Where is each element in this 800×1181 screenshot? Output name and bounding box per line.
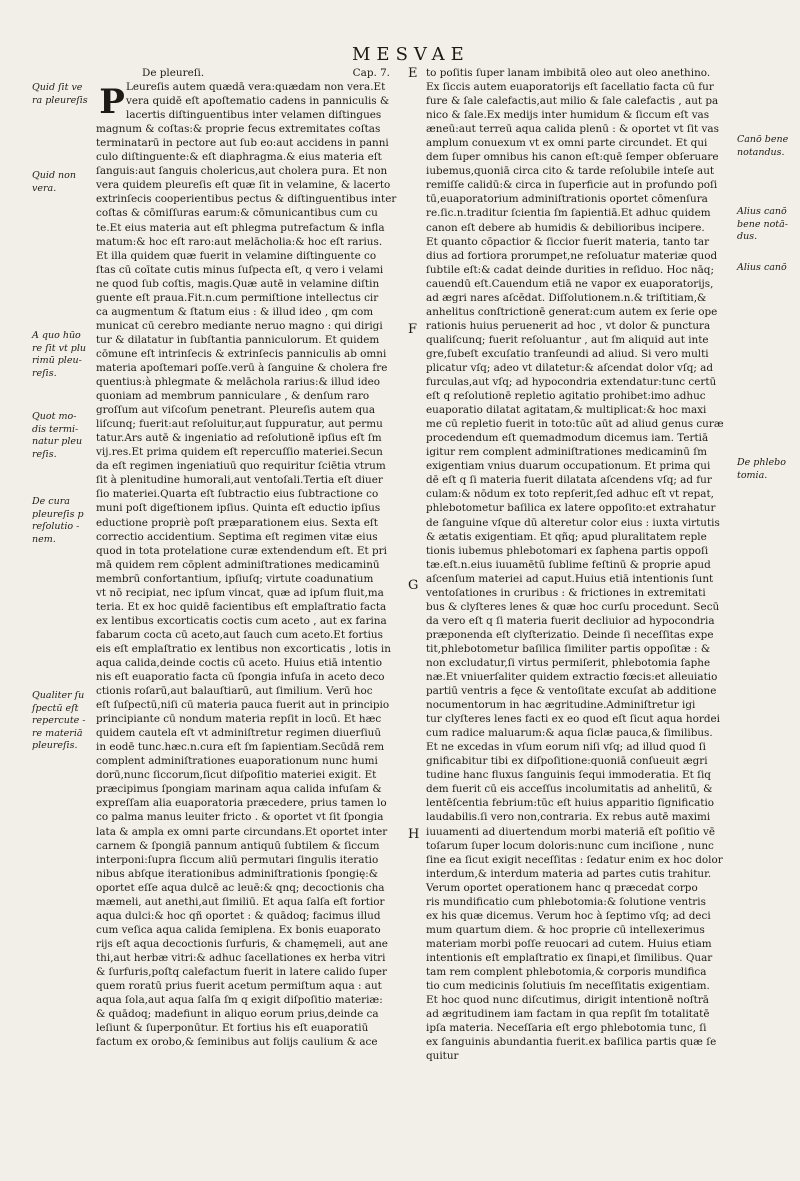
text-line: Leureſis autem quædā vera:quædam non vera.Et — [126, 81, 386, 94]
text-line: Et ne excedas in vſum eorum niſi vſq; ad illud quod ſi — [426, 741, 706, 754]
text-line: exigentiam vnius duarum occupationum. Et prima qui — [426, 460, 711, 473]
text-line: tæ.eſt.n.eius iuuamētū ſublime feſtinū & proprie apud — [426, 558, 711, 571]
text-line: ad ægritudinem iam factam in qua repſit ſm totalitatē — [426, 1008, 710, 1021]
text-line: ex lentibus excorticatis coctis cum aceto , aut ex farina — [96, 614, 387, 627]
text-line: tio cum medicinis ſolutiuis ſm neceſſitatis exigentiam. — [426, 980, 710, 993]
text-line: magnum & coſtas:& proprie fecus extremitates coſtas — [96, 123, 381, 136]
text-line: næ.Et vniuerſaliter quidem extractio fœcis:et alleuiatio — [426, 671, 718, 684]
text-line: tam rem complent phlebotomia,& corporis mundifica — [426, 966, 707, 978]
text-line: tit,phlebotometur baſilica ſimiliter partis oppoſitæ : & — [426, 642, 711, 655]
text-line: ſit à plenitudine humorali,aut ventoſali.Tertia eſt diuer — [96, 474, 383, 487]
right-column — [426, 66, 736, 1063]
text-line: nocumentorum in hac ægritudine.Adminiſtretur igi — [426, 699, 696, 712]
margin-note: De phlebo tomia. — [737, 457, 786, 481]
text-line: tur & dilatatur in ſubſtantia panniculorum. Et quidem — [96, 333, 380, 346]
text-line: terminatarū in pectore aut ſub eo:aut accidens in panni — [96, 137, 389, 150]
text-line: dorū,nunc ſiccorum,ſicut diſpoſitio materiei exigit. Et — [96, 769, 377, 782]
text-line: remiſſe calidū:& circa in ſuperficie aut in profundo poſi — [426, 179, 718, 192]
text-line: fure & ſale calefactis,aut milio & ſale calefactis , aut pa — [426, 95, 719, 108]
text-line: vij.res.Et prima quidem eſt repercuſſio materiei.Secun — [96, 446, 383, 459]
text-line: lentēſcentia febrium:tūc eſt huius apparitio ſignificatio — [426, 797, 715, 810]
text-line: præcipimus ſpongiam marinam aqua calida infuſam & — [96, 783, 382, 796]
margin-note: Alius canō — [737, 262, 787, 273]
text-line: quoniam ad membrum panniculare , & denſum raro — [96, 390, 370, 403]
text-line: ad ægri nares aſcēdat. Diſſolutionem.n.& triſtitiam,& — [426, 291, 707, 304]
text-line: liſcunq; fuerit:aut reſoluitur,aut ſuppuratur, aut permu — [96, 418, 383, 431]
text-line: vera quidem pleureſis eſt quæ ſit in velamine, & lacerto — [96, 179, 391, 192]
text-line: ventoſationes in cruribus : & frictiones in extremitati — [426, 586, 706, 599]
text-line: lacertis diſtinguentibus inter velamen diſtingues — [126, 109, 382, 122]
text-line: plicatur vſq; adeo vt dilatetur:& aſcendat dolor vſq; ad — [426, 361, 714, 374]
text-line: te.Et eius materia aut eſt phlegma putrefactum & infla — [96, 221, 385, 234]
text-line: ctionis roſarū,aut balauſtiarū, aut ſimilium. Verū hoc — [96, 685, 373, 698]
text-line: ipſa materia. Neceſſaria eſt ergo phlebotomia tunc, ſi — [426, 1022, 707, 1035]
text-line: ex his quæ dicemus. Verum hoc à ſeptimo vſq; ad deci — [426, 909, 711, 922]
text-line: mæmeli, aut anethi,aut ſimiliū. Et aqua ſalſa eſt fortior — [96, 895, 385, 908]
text-line: materiam morbi poſſe reuocari ad cutem. Huius etiam — [426, 937, 712, 950]
text-line: Et quanto cōpactior & ſiccior fuerit materia, tanto tar — [426, 235, 710, 248]
text-line: partiū ventris a fęce & ventoſitate excuſat ab additione — [426, 685, 717, 698]
text-line: dē eſt q ſi materia fuerit dilatata aſcendens vſq; ad fur — [426, 474, 712, 487]
text-line: principiante cū nondum materia repſit in locū. Et hæc — [96, 713, 382, 726]
text-line: re.ſic.n.traditur ſcientia ſm ſapientiā.Et adhuc quidem — [426, 207, 711, 220]
text-line: quod in tota protelatione curæ extendendum eſt. Et pri — [96, 544, 387, 557]
text-line: eductione propriè poſt præparationem eius. Sexta eſt — [96, 516, 378, 529]
chapter-title: De pleureſi. — [142, 67, 205, 79]
text-line: vera quidē eſt apoſtematio cadens in panniculis & — [126, 95, 390, 108]
margin-note: Alius canō bene notā- dus. — [737, 206, 788, 243]
text-line: dius ad fortiora prorumpet,ne reſoluatur materiæ quod — [426, 249, 718, 262]
text-line: tur clyſteres lenes facti ex eo quod eſt ſicut aqua hordei — [426, 713, 720, 726]
text-line: gre,ſubeſt excuſatio tranſeundi ad aliud. Si vero multi — [426, 347, 709, 360]
text-line: aqua calida,deinde coctis cū aceto. Huius etiā intentio — [96, 656, 382, 669]
text-line: coſtas & cōmiſſuras earum:& cōmunicantibus cum cu — [96, 207, 378, 220]
text-line: amplum conuexum vt ex omni parte circundet. Et qui — [426, 137, 708, 150]
margin-note: Quid non vera. — [32, 170, 77, 194]
text-line: groſſum aut viſcoſum penetrant. Pleureſis autem qua — [96, 404, 376, 417]
text-line: quem roratū prius fuerit acetum permiſtum aqua : aut — [96, 980, 382, 993]
text-line: to poſitis ſuper lanam imbibitā oleo aut oleo anethino. — [426, 67, 711, 79]
text-line: municat cū cerebro mediante neruo magno : qui dirigi — [96, 319, 383, 332]
text-line: tionis iubemus phlebotomari ex ſaphena partis oppoſi — [426, 544, 709, 557]
text-line: carnem & ſpongiā pannum antiquū ſubtilem & ſiccum — [96, 839, 380, 852]
text-line: præponenda eſt clyſterizatio. Deinde ſi neceſſitas expe — [426, 628, 714, 641]
text-line: eis eſt emplaſtratio ex lentibus non excorticatis , lotis in — [96, 642, 391, 655]
text-line: da vero eſt q ſi materia fuerit decliuior ad hypocondria — [426, 614, 715, 627]
text-line: & quādoq; madefiunt in aliquo eorum prius,deinde ca — [96, 1008, 379, 1021]
text-line: nibus abſque iterationibus adminiſtrationis ſpongię:& — [96, 867, 378, 880]
margin-note: De cura pleureſis p reſolutio - nem. — [32, 496, 84, 545]
text-line: qualiſcunq; fuerit reſoluantur , aut ſm aliquid aut inte — [426, 333, 709, 346]
text-line: æneū:aut terreū aqua calida plenū : & oportet vt ſit vas — [426, 123, 719, 136]
text-line: laudabilis.ſi vero non,contraria. Ex rebus autē maximi — [426, 811, 711, 824]
text-line: leſiunt & ſuperponūtur. Et fortius his eſt euaporatiū — [96, 1022, 369, 1035]
text-line: aqua dulci:& hoc qñ oportet : & quādoq; facimus illud — [96, 909, 381, 922]
section-letter: F — [408, 322, 418, 337]
text-line: eſt ſuſpectū,niſi cū materia pauca fuerit aut in principio — [96, 699, 390, 712]
text-line: fabarum cocta cū aceto,aut ſauch cum aceto.Et fortius — [96, 628, 383, 641]
text-line: gnificabitur tibi ex diſpoſitione:quoniā conſueuit ægri — [426, 755, 708, 768]
text-line: cum veſica aqua calida ſemiplena. Ex bonis euaporato — [96, 923, 381, 936]
text-line: furculas,aut vſq; ad hypocondria extendatur:tunc certū — [426, 376, 717, 389]
text-line: Et illa quidem quæ fuerit in velamine diſtinguente co — [96, 249, 377, 262]
text-line: ſio materiei.Quarta eſt ſubtractio eius ſubtractione co — [96, 488, 379, 501]
left-column-text — [96, 80, 404, 1049]
right-column-text — [426, 66, 736, 1063]
text-line: toſarum ſuper locum doloris:nunc cum inciſione , nunc — [426, 839, 714, 852]
text-line: ris mundificatio cum phlebotomia:& ſolutione ventris — [426, 895, 706, 908]
text-line: ſine ea ſicut exigit neceſſitas : ſedatur enim ex hoc dolor — [426, 853, 723, 866]
text-line: dem fuerit cū eis acceſſus incolumitatis ad anhelitū, & — [426, 783, 713, 796]
text-line: bus & clyſteres lenes & quæ hoc curſu procedunt. Secū — [426, 600, 720, 613]
text-line: nis eſt euaporatio facta cū ſpongia infuſa in aceto deco — [96, 671, 385, 684]
text-line: nico & ſale.Ex medijs inter humidum & ſiccum eſt vas — [426, 109, 710, 122]
text-line: rationis huius peruenerit ad hoc , vt dolor & punctura — [426, 319, 711, 332]
margin-note: Qualiter ſu ſpectū eſt repercute - re materiā pleureſis. — [32, 690, 86, 752]
text-line: intentionis eſt emplaſtratio ex ſinapi,et ſimilibus. Quar — [426, 951, 713, 964]
left-column — [96, 66, 404, 1049]
text-line: tū,euaporatorium adminiſtrationis oportet cōmenſura — [426, 193, 708, 206]
text-line: eſt q reſolutionē repletio agitatio prohibet:imo adhuc — [426, 390, 706, 403]
text-line: culam:& nōdum ex toto repſerit,ſed adhuc eſt vt repat, — [426, 488, 714, 501]
text-line: dem ſuper omnibus his canon eſt:quē ſemper obſeruare — [426, 151, 719, 164]
text-line: & ætatis exigentiam. Et qñq; apud pluralitatem reple — [426, 530, 707, 543]
text-line: interponi:ſupra ſiccum aliū permutari ſingulis iteratio — [96, 853, 379, 866]
text-line: correctio accidentium. Septima eſt regimen vitæ eius — [96, 530, 378, 543]
text-line: euaporatio dilatat agitatam,& multiplicat:& hoc maxi — [426, 404, 707, 417]
text-line: canon eſt debere ab humidis & debilioribus incipere. — [426, 221, 705, 234]
text-line: expreſſam alia euaporatoria præcedere, prius tamen lo — [96, 797, 387, 810]
text-line: vt nō recipiat, nec ipſum vincat, quæ ad ipſum fluit,ma — [96, 586, 384, 599]
chapter-number: Cap. 7. — [352, 67, 390, 79]
running-header: MESVAE — [352, 44, 470, 65]
text-line: lata & ampla ex omni parte circundans.Et oportet inter — [96, 825, 388, 838]
text-line: iubemus,quoniā circa cito & tarde reſolubile inteſe aut — [426, 165, 715, 178]
text-line: cum radice maluarum:& aqua ſiclæ pauca,& ſimilibus. — [426, 727, 713, 740]
text-line: & ſurfuris,poſtq calefactum fuerit in latere calido ſuper — [96, 966, 387, 978]
margin-note: A quo hūo re ſit vt plu rimū pleu- reſis. — [32, 330, 87, 379]
text-line: interdum,& interdum materia ad partes cutis trahitur. — [426, 867, 712, 880]
text-line: culo diſtinguente:& eſt diaphragma.& eius materia eſt — [96, 151, 382, 164]
text-line: materia apoſtemari poſſe.verū à ſanguine & cholera fre — [96, 361, 388, 374]
text-line: cōmune eſt intrinſecis & extrinſecis panniculis ab omni — [96, 347, 387, 360]
text-line: guente eſt praua.Fit.n.cum permiſtione intellectus cir — [96, 291, 379, 304]
text-line: Verum oportet operationem hanc q præcedat corpo — [426, 881, 698, 894]
text-line: igitur rem complent adminiſtrationes medicaminū ſm — [426, 446, 707, 459]
margin-note: Quot mo- dis termi- natur pleu reſis. — [32, 411, 83, 460]
text-line: ex ſanguinis abundantia fuerit.ex baſilica partis quæ ſe — [426, 1036, 717, 1049]
text-line: quidem cautela eſt vt adminiſtretur regimen diuerſiuū — [96, 727, 382, 740]
text-line: mum quartum diem. & hoc proprie cū intellexerimus — [426, 923, 705, 936]
text-line: me cū repletio fuerit in toto:tūc aūt ad aliud genus curæ — [426, 418, 724, 431]
margin-note: Quid ſit ve ra pleureſis — [32, 82, 88, 106]
text-line: complent adminiſtrationes euaporationum nunc humi — [96, 755, 378, 768]
text-line: membrū confortantium, ipſiuſq; virtute coadunatium — [96, 572, 374, 585]
text-line: ne quod ſub coſtis, magis.Quæ autē in velamine diſtin — [96, 277, 380, 290]
text-line: rijs eſt aqua decoctionis ſurfuris, & chamęmeli, aut ane — [96, 937, 388, 950]
text-line: cauendū eſt.Cauendum etiā ne vapor ex euaporatorijs, — [426, 277, 714, 290]
text-line: in eodē tunc.hæc.n.cura eſt ſm ſapientiam.Secūdā rem — [96, 741, 385, 754]
text-line: aqua ſola,aut aqua ſalſa ſm q exigit diſpoſitio materiæ: — [96, 994, 383, 1007]
section-letter: E — [408, 66, 418, 81]
text-line: extrinſecis cooperientibus pectus & diſtinguentibus inter — [96, 193, 397, 206]
section-letter: H — [408, 827, 420, 842]
text-line: Ex ſiccis autem euaporatorijs eſt ſacellatio facta cū fur — [426, 81, 714, 94]
text-line: ſtas cū coītate cutis minus ſuſpecta eſt, q vero i velami — [96, 263, 384, 276]
text-line: tatur.Ars autē & ingeniatio ad reſolutionē ipſius eſt ſm — [96, 432, 382, 445]
text-line: matum:& hoc eſt raro:aut melācholia:& hoc eſt rarius. — [96, 235, 383, 248]
text-line: de ſanguine vſque dū alteretur color eius : iuxta virtutis — [426, 516, 720, 529]
text-line: Et hoc quod nunc diſcutimus, dirigit intentionē noſtrā — [426, 994, 709, 1007]
text-line: iuuamenti ad diuertendum morbi materiā eſt poſitio vē — [426, 825, 715, 838]
margin-note: Canō bene notandus. — [737, 134, 789, 158]
text-line: phlebotometur baſilica ex latere oppoſito:et extrahatur — [426, 502, 716, 515]
section-letter: G — [408, 578, 419, 593]
text-line: ſubtile eſt:& cadat deinde durities in reſiduo. Hoc nāq; — [426, 263, 714, 276]
text-line: ca augmentum & ſtatum eius : & illud ideo , qm com — [96, 305, 374, 318]
text-line: quentius:à phlegmate & melāchola rarius:& illud ideo — [96, 376, 381, 389]
text-line: co palma manus leuiter fricto . & oportet vt ſit ſpongia — [96, 811, 384, 824]
text-line: anhelitus conſtrictionē generat:cum autem ex ſerie ope — [426, 305, 718, 318]
text-line: tudine hanc fluxus ſanguinis ſequi immoderatia. Et ſiq — [426, 769, 711, 782]
text-line: factum ex orobo,& ſeminibus aut folijs caulium & ace — [96, 1036, 378, 1049]
text-line: ſanguis:aut ſanguis cholericus,aut cholera pura. Et non — [96, 165, 388, 178]
text-line: teria. Et ex hoc quidē facientibus eſt emplaſtratio facta — [96, 600, 387, 613]
drop-cap-initial: P — [99, 82, 125, 122]
text-line: quitur — [426, 1050, 459, 1063]
text-line: oportet eſſe aqua dulcē ac leuē:& qnq; decoctionis cha — [96, 881, 385, 894]
chapter-heading — [96, 66, 404, 80]
text-line: thi,aut herbæ vitri:& adhuc ſacellationes ex herba vitri — [96, 951, 386, 964]
text-line: procedendum eſt quemadmodum dicemus iam. Tertiā — [426, 432, 709, 445]
text-line: mā quidem rem cōplent adminiſtrationes medicaminū — [96, 558, 380, 571]
text-line: da eſt regimen ingeniatiuū quo requiritur ſciētia vtrum — [96, 460, 386, 473]
text-line: aſcenſum materiei ad caput.Huius etiā intentionis ſunt — [426, 572, 714, 585]
text-line: non excludatur,ſi virtus permiſerit, phlebotomia ſaphe — [426, 656, 711, 669]
text-line: muni poſt digeſtionem ipſius. Quinta eſt eductio ipſius — [96, 502, 381, 515]
